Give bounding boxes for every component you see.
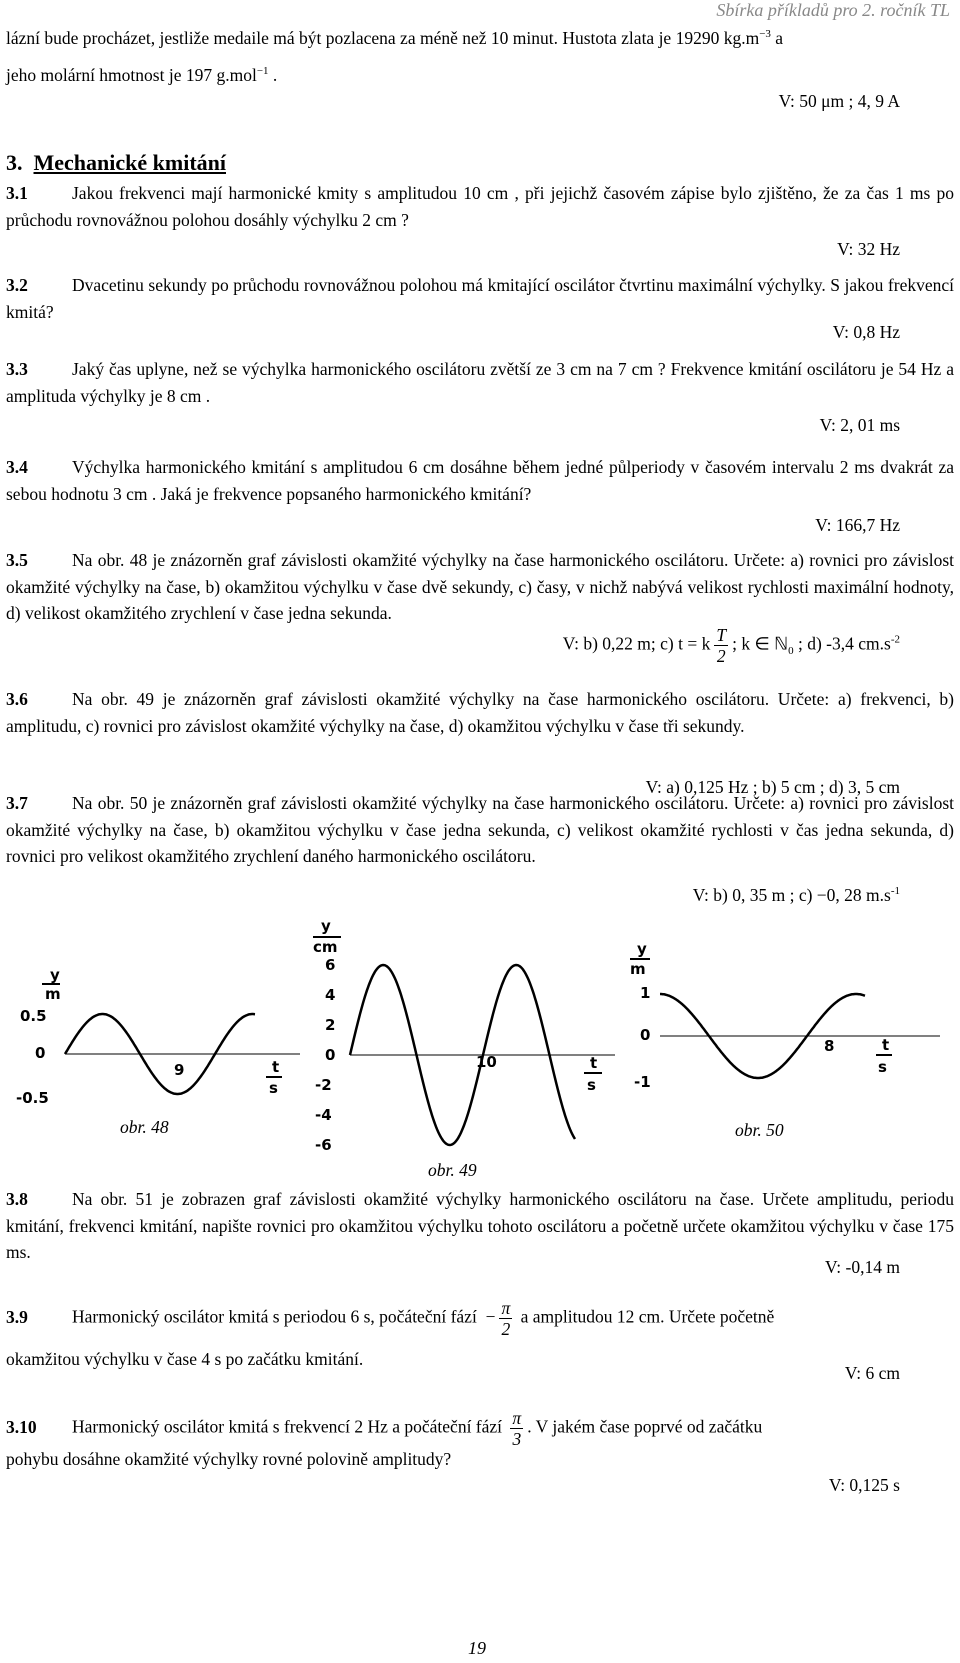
- figure-50-caption: obr. 50: [735, 1120, 784, 1140]
- figure-50-graph: [620, 940, 950, 1090]
- problem-3-2: 3.2 Dvacetinu sekundy po průchodu rovnovážnou polohou má kmitající oscilátor čtvrtinu maximální výchylky. S jakou frekvencí kmitá?: [6, 275, 954, 322]
- problem-3-1: 3.1 Jakou frekvenci mají harmonické kmity s amplitudou 10 cm , při jejichž časovém zápise bylo zjištěno, že za čas 1 ms po průchodu rovnovážnou polohou dosáhly výchylku 2 cm ?: [6, 183, 954, 230]
- problem-3-9-cont: okamžitou výchylku v čase 4 s po začátku kmitání.: [6, 1349, 364, 1369]
- fig49-axis-label-y: [313, 917, 341, 956]
- answer-3-8: V: -0,14 m: [824, 1257, 900, 1277]
- fig48-tick-y-0: 0.5: [20, 1007, 47, 1025]
- svg-text:t: t: [882, 1036, 890, 1054]
- svg-text:s: s: [878, 1058, 887, 1076]
- problem-3-4: 3.4 Výchylka harmonického kmitání s amplitudou 6 cm dosáhne během jedné půlperiody v časovém intervalu 2 ms dvakrát za sebou hodnotu 3 cm . Jaká je frekvence popsaného harmonického kmitání?: [6, 457, 954, 504]
- problem-3-10-cont: pohybu dosáhne okamžité výchylky rovné polovině amplitudy?: [6, 1449, 452, 1469]
- problem-3-8: 3.8 Na obr. 51 je zobrazen graf závislosti okamžité výchylky harmonického oscilátoru na čase. Určete amplitudu, periodu kmitání, frekvenci kmitání, napište rovnici pro okamžitou výchylku tohoto oscilátoru a početně určete okamžitou výchylku v čase 175 ms.: [6, 1189, 954, 1262]
- svg-text:m: m: [630, 960, 646, 978]
- fig48-tick-y-1: 0: [35, 1044, 46, 1062]
- fig49-tick-y-1: 4: [325, 986, 336, 1004]
- answer-3-5: V: b) 0,22 m; c) t = k $\frac{T}{2}$ ; k ∈ ℕ$_0$ ; d) -3,4 $cm.s^{-2}$: [562, 625, 900, 666]
- fig49-axis-label-t: [584, 1054, 602, 1094]
- intro-line-2: jeho molární hmotnost je 197 g.mol$^{-1}$ .: [6, 64, 278, 85]
- fig48-axis-label-t: [266, 1058, 282, 1097]
- svg-text:s: s: [269, 1079, 278, 1097]
- fig50-axis-label-t: [876, 1036, 892, 1076]
- fig50-axis-label-y: [630, 940, 650, 978]
- svg-text:y: y: [637, 940, 647, 958]
- fig49-tick-y-4: -2: [315, 1076, 332, 1094]
- problem-3-6: 3.6 Na obr. 49 je znázorněn graf závislosti okamžité výchylky na čase harmonického oscilátoru. Určete: a) frekvenci, b) amplitudu, c) rovnici pro závislost okamžité výchylky na čase, d) okamžitou výchylku v čase tři sekundy.: [6, 689, 954, 736]
- svg-text:m: m: [45, 985, 61, 1003]
- section-heading: 3. Mechanické kmitání: [6, 150, 226, 175]
- intro-line-1: lázní bude procházet, jestliže medaile má být pozlacena za méně než 10 minut. Hustota zlata je 19290 $kg.m^{-3}$ a: [6, 27, 784, 48]
- fig50-tick-y-1: 0: [640, 1026, 651, 1044]
- svg-text:y: y: [321, 917, 331, 935]
- fig48-axis-label-y: [42, 966, 61, 1003]
- svg-text:t: t: [272, 1058, 280, 1076]
- figure-48-graph: [16, 960, 310, 1110]
- answer-3-4: V: 166,7 Hz: [815, 515, 900, 535]
- fig49-tick-y-0: 6: [325, 956, 336, 974]
- problem-3-3: 3.3 Jaký čas uplyne, než se výchylka harmonického oscilátoru zvětší ze 3 cm na 7 cm ? Frekvence kmitání oscilátoru je 54 Hz a amplituda výchylky je 8 cm .: [6, 359, 954, 406]
- phase-fraction-3-9: $\frac{\pi}{2}$: [501, 1298, 511, 1339]
- fig50-tick-x: 8: [824, 1037, 835, 1055]
- figure-49-graph: [305, 915, 625, 1155]
- svg-text:cm: cm: [313, 938, 338, 956]
- problem-3-7: 3.7 Na obr. 50 je znázorněn graf závislosti okamžité výchylky na čase harmonického oscilátoru. Určete: a) rovnici pro závislost okamžité výchylky na čase, b) okamžitou výchylku v čase jedna sekunda, c) velikost okamžité rychlosti v čas jedna sekunda, d) rovnici pro velikost okamžitého zrychlení daného harmonického oscilátoru.: [6, 793, 954, 866]
- answer-3-6: V: a) 0,125 Hz ; b) 5 cm ; d) 3, 5 cm: [645, 777, 900, 797]
- fig50-tick-y-0: 1: [640, 984, 651, 1002]
- running-header: Sbírka příkladů pro 2. ročník TL: [716, 0, 950, 20]
- answer-3-9: V: 6 cm: [844, 1363, 900, 1383]
- svg-text:t: t: [590, 1054, 598, 1072]
- fig48-tick-x: 9: [174, 1061, 185, 1079]
- answer-3-10: V: 0,125 s: [828, 1475, 900, 1495]
- figure-48-caption: obr. 48: [120, 1117, 169, 1137]
- answer-fraction: $\frac{T}{2}$: [716, 625, 727, 666]
- fig49-tick-x: 10: [476, 1053, 497, 1071]
- fig49-tick-y-3: 0: [325, 1046, 336, 1064]
- problem-3-5: 3.5 Na obr. 48 je znázorněn graf závislosti okamžité výchylky na čase harmonického oscilátoru. Určete: a) rovnici pro závislost okamžité výchylky na čase, b) okamžitou výchylku v čase dvě sekundy, c) časy, v nichž nabývá velikost rychlosti maximální hodnoty, d) velikost okamžitého zrychlení v čase jedna sekunda.: [6, 550, 954, 623]
- problem-3-10: 3.10 Harmonický oscilátor kmitá s frekvencí 2 Hz a počáteční fází $\frac{\pi}{3}$ . V jakém čase poprvé od začátku: [6, 1408, 763, 1449]
- answer-3-1: V: 32 Hz: [837, 239, 900, 259]
- fig49-tick-y-5: -4: [315, 1106, 332, 1124]
- answer-3-2: V: 0,8 Hz: [832, 322, 900, 342]
- answer-3-7: V: b) 0, 35 m ; c) −0, 28 $m.s^{-1}$: [692, 884, 900, 905]
- problem-3-9: 3.9 Harmonický oscilátor kmitá s periodou 6 s, počáteční fází − $\frac{\pi}{2}$ a amplitudou 12 cm. Určete početně: [6, 1298, 775, 1339]
- page-number: 19: [468, 1638, 486, 1658]
- intro-answer: V: 50 μm ; 4, 9 A: [778, 91, 900, 111]
- figure-49-caption: obr. 49: [428, 1160, 477, 1180]
- phase-fraction-3-10: $\frac{\pi}{3}$: [512, 1408, 522, 1449]
- svg-text:y: y: [50, 966, 60, 984]
- fig48-tick-y-2: -0.5: [16, 1089, 49, 1107]
- answer-3-3: V: 2, 01 ms: [819, 415, 900, 435]
- fig50-tick-y-2: -1: [634, 1073, 651, 1091]
- fig49-tick-y-6: -6: [315, 1136, 332, 1154]
- fig49-tick-y-2: 2: [325, 1016, 336, 1034]
- svg-text:s: s: [587, 1076, 596, 1094]
